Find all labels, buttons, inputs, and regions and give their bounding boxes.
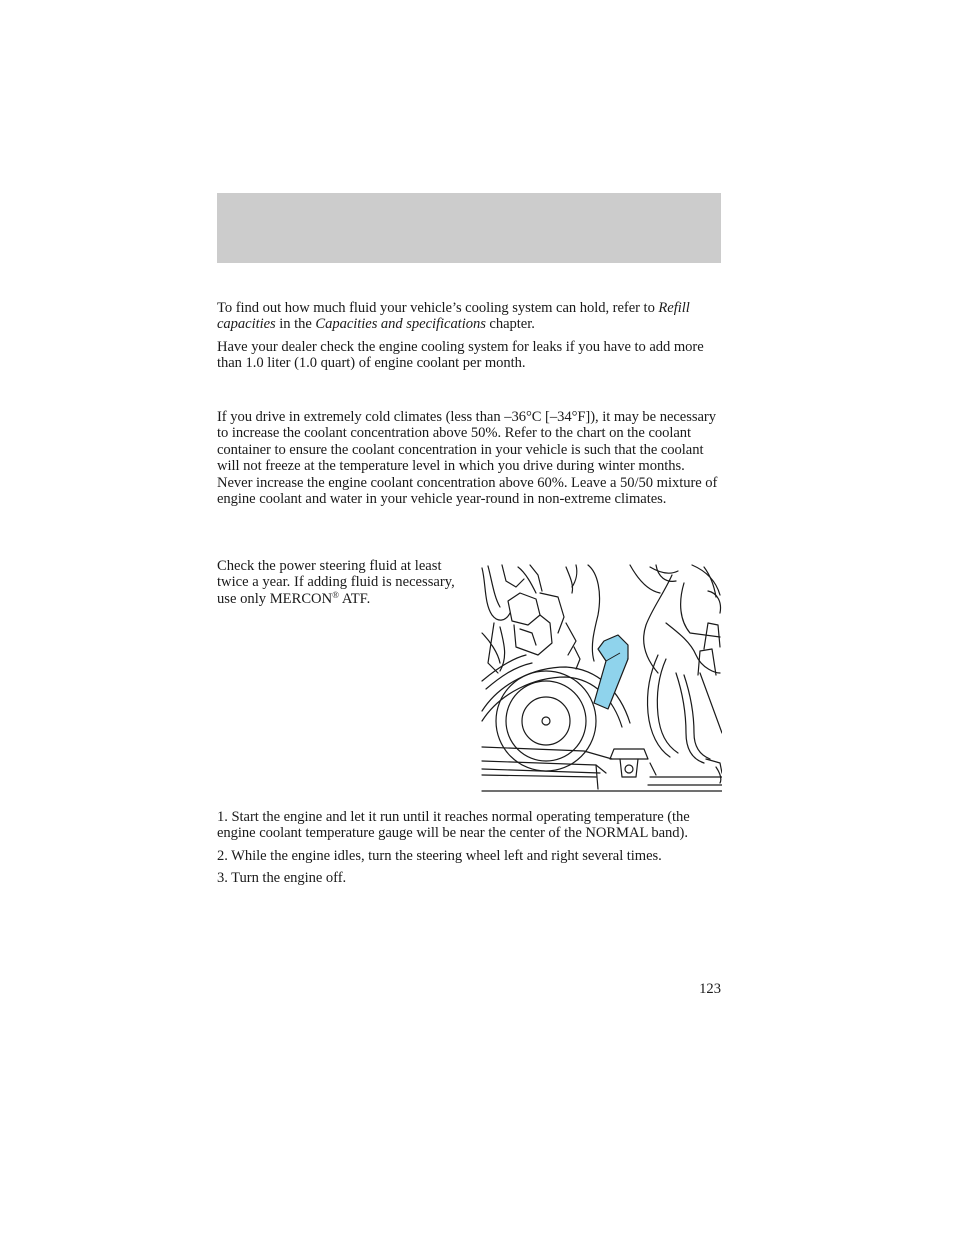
power-steering-reservoir-illustration: [480, 563, 722, 793]
page-number: 123: [699, 981, 721, 997]
step-1: 1. Start the engine and let it run until it reaches normal operating temperature (the engine coolant temperature gauge will be near the center of the NORMAL band).: [217, 809, 690, 842]
power-steering-paragraph: Check the power steering fluid at least twice a year. If adding fluid is necessary, use only MERCON® ATF.: [217, 558, 455, 607]
section-header-band: [217, 193, 721, 263]
registered-mark: ®: [332, 589, 339, 600]
coolant-capacity-section: [217, 300, 723, 372]
capacity-paragraph: To find out how much fluid your vehicle’s cooling system can hold, refer to Refill capacities in the Capacities and specifications chapter.: [217, 300, 690, 333]
step-2: 2. While the engine idles, turn the steering wheel left and right several times.: [217, 847, 662, 864]
refill-capacities-reference: Refill capacities: [217, 300, 690, 333]
cold-climate-section: [217, 409, 723, 507]
cold-climate-paragraph: If you drive in extremely cold climates (less than –36°C [–34°F]), it may be necessary to increase the coolant concentration above 50%. Refer to the chart on the coolant container to ensure the coolant concentration in your vehicle is such that the coolant will not freeze at the temperature level in which you drive during winter months. Never increase the engine coolant concentration above 60%. Leave a 50/50 mixture of engine coolant and water in your vehicle year-round in non-extreme climates.: [217, 409, 718, 508]
leak-check-paragraph: Have your dealer check the engine cooling system for leaks if you have to add more than 1.0 liter (1.0 quart) of engine coolant per month.: [217, 338, 704, 372]
power-steering-dipstick: [594, 635, 628, 709]
step-3: 3. Turn the engine off.: [217, 870, 347, 887]
power-steering-intro: [217, 558, 467, 607]
power-steering-steps: [217, 809, 723, 887]
capacities-chapter-reference: Capacities and specifications: [315, 316, 486, 333]
